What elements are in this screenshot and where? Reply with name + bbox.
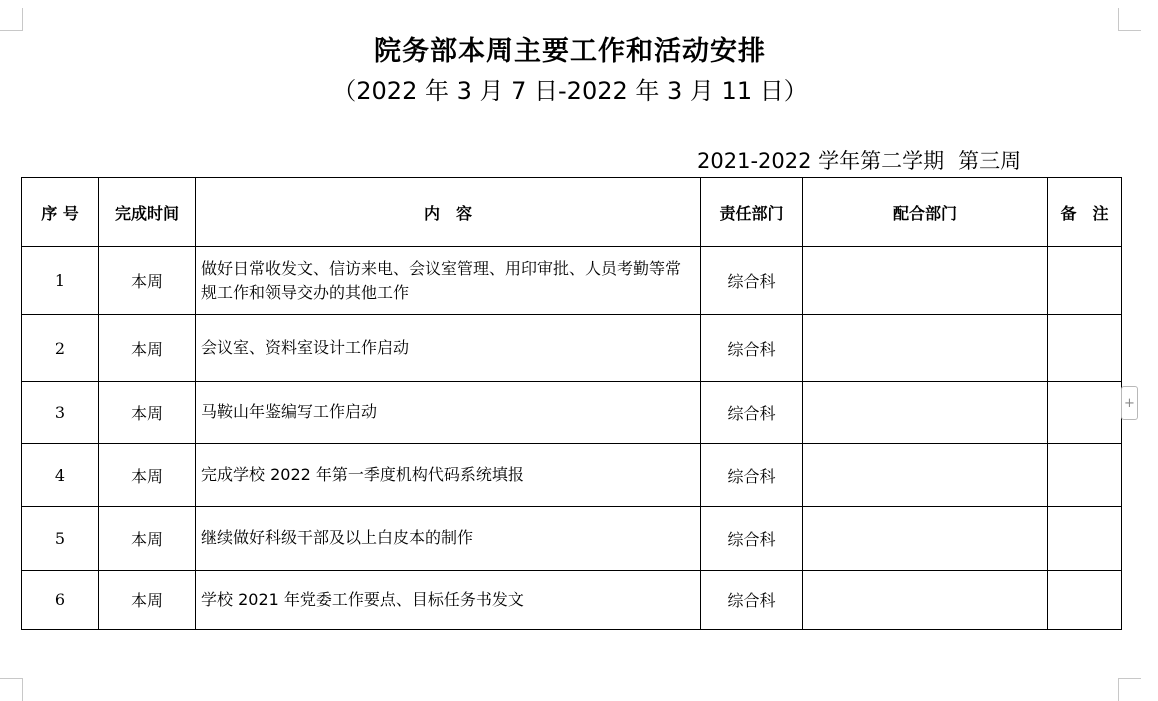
header-note: 备 注 bbox=[1048, 178, 1122, 247]
cell-content: 完成学校 2022 年第一季度机构代码系统填报 bbox=[196, 444, 701, 507]
cell-coop bbox=[803, 315, 1048, 381]
cell-coop bbox=[803, 570, 1048, 629]
cell-time: 本周 bbox=[99, 247, 196, 315]
add-row-button[interactable]: + bbox=[1121, 386, 1138, 420]
cell-coop bbox=[803, 381, 1048, 443]
cell-seq: 1 bbox=[22, 247, 99, 315]
cell-content: 学校 2021 年党委工作要点、目标任务书发文 bbox=[196, 570, 701, 629]
cell-seq: 4 bbox=[22, 444, 99, 507]
cell-content: 做好日常收发文、信访来电、会议室管理、用印审批、人员考勤等常规工作和领导交办的其他工作 bbox=[196, 247, 701, 315]
crop-mark-bottom-left bbox=[0, 678, 23, 701]
cell-note bbox=[1048, 247, 1122, 315]
cell-dept: 综合科 bbox=[701, 507, 803, 570]
crop-mark-bottom-right bbox=[1118, 678, 1141, 701]
cell-seq: 2 bbox=[22, 315, 99, 381]
date-range: （2022 年 3 月 7 日-2022 年 3 月 11 日） bbox=[332, 77, 808, 105]
header-coop: 配合部门 bbox=[803, 178, 1048, 247]
cell-content: 继续做好科级干部及以上白皮本的制作 bbox=[196, 507, 701, 570]
cell-seq: 6 bbox=[22, 570, 99, 629]
document-title: 院务部本周主要工作和活动安排 bbox=[374, 36, 766, 67]
table-row bbox=[22, 315, 1122, 381]
cell-coop bbox=[803, 507, 1048, 570]
table-row bbox=[22, 570, 1122, 629]
table-row bbox=[22, 381, 1122, 443]
cell-seq: 5 bbox=[22, 507, 99, 570]
cell-time: 本周 bbox=[99, 570, 196, 629]
term-label bbox=[697, 146, 1021, 176]
header-time: 完成时间 bbox=[99, 178, 196, 247]
cell-dept: 综合科 bbox=[701, 570, 803, 629]
table-row bbox=[22, 444, 1122, 507]
week-text: 第三周 bbox=[958, 149, 1022, 173]
cell-coop bbox=[803, 444, 1048, 507]
cell-dept: 综合科 bbox=[701, 247, 803, 315]
cell-note bbox=[1048, 381, 1122, 443]
cell-note bbox=[1048, 444, 1122, 507]
cell-note bbox=[1048, 507, 1122, 570]
cell-time: 本周 bbox=[99, 507, 196, 570]
crop-mark-top-left bbox=[0, 8, 23, 31]
cell-coop bbox=[803, 247, 1048, 315]
cell-dept: 综合科 bbox=[701, 444, 803, 507]
header-seq: 序 号 bbox=[22, 178, 99, 247]
cell-note bbox=[1048, 315, 1122, 381]
cell-note bbox=[1048, 570, 1122, 629]
cell-content: 会议室、资料室设计工作启动 bbox=[196, 315, 701, 381]
table-row bbox=[22, 507, 1122, 570]
table-row bbox=[22, 247, 1122, 315]
cell-time: 本周 bbox=[99, 444, 196, 507]
header-dept: 责任部门 bbox=[701, 178, 803, 247]
cell-content: 马鞍山年鉴编写工作启动 bbox=[196, 381, 701, 443]
cell-seq: 3 bbox=[22, 381, 99, 443]
header-row bbox=[22, 178, 1122, 247]
cell-time: 本周 bbox=[99, 315, 196, 381]
semester-text: 2021-2022 学年第二学期 bbox=[697, 149, 945, 173]
cell-dept: 综合科 bbox=[701, 381, 803, 443]
crop-mark-top-right bbox=[1118, 8, 1141, 31]
cell-time: 本周 bbox=[99, 381, 196, 443]
header-content: 内 容 bbox=[196, 178, 701, 247]
schedule-table bbox=[21, 177, 1122, 630]
cell-dept: 综合科 bbox=[701, 315, 803, 381]
